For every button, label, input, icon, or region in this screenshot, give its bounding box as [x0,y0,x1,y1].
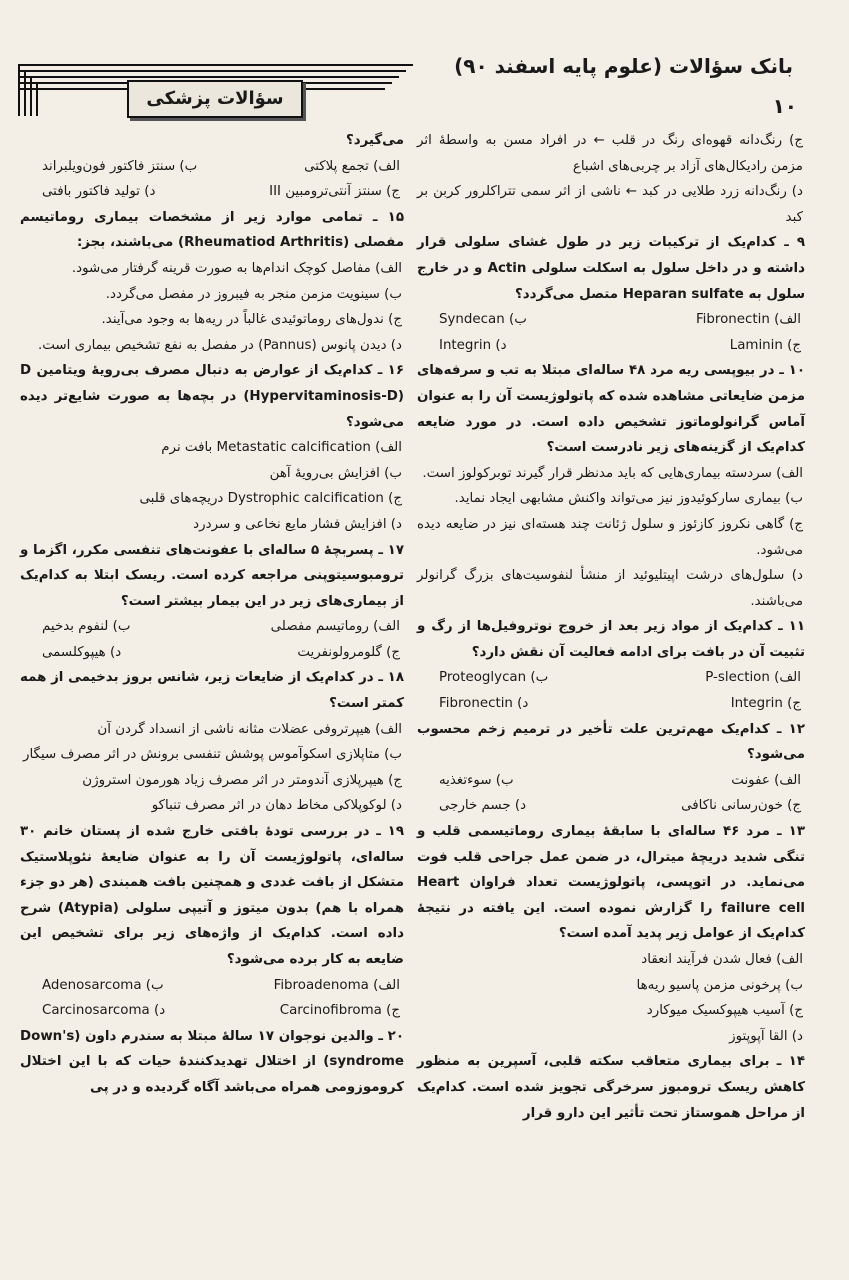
answer-option: د) رنگ‌دانه زرد طلایی در کبد ← ناشی از اثر سمی تتراکلرور کربن بر کبد [417,184,803,225]
answer-options-row [417,793,805,819]
question-text: ۱۹ ـ در بررسی تودهٔ بافتی خارج شده از پستان خانم ۳۰ ساله‌ای، پاتولوژیست آن را به عنوان ضایعهٔ نئوپلاستیک متشکل از بافت غددی و همچنین بافت همبندی (هر دو جزء همراه با هم) بدون میتوز و آتیپی سلولی (Atypia) شرح داده است. کدام‌یک از واژه‌های زیر برای تشخیص این ضایعه به کار برده می‌شود؟ [20,824,404,967]
answer-option: ب) سوء‌تغذیه [439,772,514,788]
answer-option: ب) لنفوم بدخیم [42,619,131,635]
answer-option: الف) سردسته بیماری‌هایی که باید مدنظر قرار گیرند توبرکولوز است. [422,465,803,481]
question-text: ۱۸ ـ در کدام‌یک از ضایعات زیر، شانس بروز بدخیمی از همه کمتر است؟ [20,670,404,712]
answer-option: الف) Fibronectin [695,312,801,328]
book-title: بانک سؤالات (علوم پایه اسفند ۹۰) [454,54,793,78]
answer-options-row [20,973,404,999]
answer-option: د) افزایش فشار مایع نخاعی و سردرد [193,516,402,532]
answer-option: ج) Dystrophic calcification دریچه‌های قلبی [139,491,402,507]
answer-option: د) Carcinosarcoma [42,1003,166,1019]
answer-option: ب) افزایش بی‌رویهٔ آهن [269,465,402,481]
answer-option: د) Fibronectin [439,696,529,712]
answer-option: ج) گاهی نکروز کازئوز و سلول ژئانت چند هسته‌ای نیز در ضایعه دیده می‌شود. [417,516,803,558]
answer-option: د) هیپوکلسمی [42,644,122,660]
answer-option: د) تولید فاکتور بافتی [42,184,156,200]
question-text: می‌گیرد؟ [345,133,404,148]
answer-option: الف) فعال شدن فرآیند انعقاد [641,952,803,967]
answer-option: ج) Laminin [729,337,801,353]
answer-option: ب) سنتز فاکتور فون‌ویلبراند [42,158,198,174]
answer-option: د) جسم خارجی [439,798,527,814]
answer-option: الف) عفونت [731,772,801,788]
answer-option: ب) بیماری سارکوئیدوز نیز می‌تواند واکنش مشابهی ایجاد نماید. [454,491,803,507]
answer-options-row [417,691,805,717]
answer-option: ب) Adenosarcoma [42,977,164,993]
right-column [417,128,805,1126]
question-text: ۱۴ ـ برای بیماری متعاقب سکته قلبی، آسپرین به منظور کاهش ریسک ترومبوز سرخرگی تجویز شده است. کدام‌یک از مراحل هموستاز تحت تأثیر این دارو قرار [417,1054,805,1121]
question-text: ۱۷ ـ پسربچهٔ ۵ ساله‌ای با عفونت‌های تنفسی مکرر، اگزما و ترومبوسیتوپنی مراجعه کرده است. ریسک ابتلا به کدام‌یک از بیماری‌های زیر در این بیمار بیشتر است؟ [20,542,404,609]
section-title-box: سؤالات پزشکی [127,80,303,118]
question-text: ۲۰ ـ والدین نوجوان ۱۷ سالهٔ مبتلا به سندرم داون (Down's syndrome) از اختلال تهدیدکنندهٔ حیات که با این اختلال کروموزومی همراه می‌باشد آگاه گردیده و در پی [20,1028,404,1095]
answer-option: الف) روماتیسم مفصلی [270,619,400,635]
answer-options-row [20,154,404,180]
answer-option: ج) ندول‌های روماتوئیدی غالباً در ریه‌ها به وجود می‌آیند. [101,312,402,328]
answer-option: الف) مفاصل کوچک اندام‌ها به صورت قرینه گرفتار می‌شود. [71,260,402,276]
answer-option: ج) رنگ‌دانه قهوه‌ای رنگ در قلب ← در افراد مسن به واسطهٔ اثر مزمن رادیکال‌های آزاد بر چربی‌های اشباع [417,133,803,174]
answer-option: ب) متاپلازی اسکوآموس پوشش تنفسی برونش در اثر مصرف سیگار [23,747,402,763]
answer-options-row [417,665,805,691]
question-text: ۱۳ ـ مرد ۴۶ ساله‌ای با سابقهٔ بیماری روماتیسمی قلب و تنگی شدید دریچهٔ میترال، در ضمن عمل جراحی قلب فوت می‌نماید. در اتوپسی، پاتولوژیست تعداد فراوان Heart failure cell را گزارش نموده است. این یافته در نتیجهٔ کدام‌یک از عوامل زیر پدید آمده است؟ [417,824,806,942]
answer-options-row [417,768,805,794]
answer-option: د) دیدن پانوس (Pannus) در مفصل به نفع تشخیص بیماری است. [38,337,402,353]
answer-option: ب) سینویت مزمن منجر به فیبروز در مفصل می‌گردد. [105,286,402,302]
answer-option: ب) Syndecan [439,312,527,328]
answer-option: ب) پرخونی مزمن پاسیو ریه‌ها [636,977,803,993]
answer-options-row [20,614,404,640]
answer-option: الف) Metastatic calcification بافت نرم [161,440,402,456]
answer-option: ج) خون‌رسانی ناکافی [681,798,801,814]
answer-options-row [417,307,805,333]
answer-option: ج) آسیب هیپوکسیک میوکارد [646,1003,803,1019]
question-text: ۱۲ ـ کدام‌یک مهم‌ترین علت تأخیر در ترمیم زخم محسوب می‌شود؟ [417,721,805,763]
answer-option: د) سلول‌های درشت اپیتلیوئید از منشأ لنفوسیت‌های بزرگ گرانولر می‌باشند. [417,568,803,609]
answer-options-row [20,640,404,666]
answer-option: الف) تجمع پلاکتی [304,158,400,174]
page-number: ۱۰ [772,94,797,118]
answer-option: الف) P-slection [705,670,801,686]
question-text: ۱۰ ـ در بیوپسی ریه مرد ۴۸ ساله‌ای مبتلا به تب و سرفه‌های مزمن ضایعاتی مشاهده شده که پاتولوژیست آن را به عنوان آماس گرانولوماتوز تشخیص داده است. در مورد ضایعه کدام‌یک از گزینه‌های زیر نادرست است؟ [417,363,805,456]
answer-option: ج) گلومرولونفریت [297,644,400,660]
answer-options-row [20,179,404,205]
question-text: ۱۶ ـ کدام‌یک از عوارض به دنبال مصرف بی‌رویهٔ ویتامین D (Hypervitaminosis-D) در بچه‌ها به صورت شایع‌تر دیده می‌شود؟ [20,363,404,430]
answer-options-row [417,333,805,359]
answer-option: ج) هیپرپلازی آندومتر در اثر مصرف زیاد هورمون استروژن [82,772,402,788]
question-text: ۱۱ ـ کدام‌یک از مواد زیر بعد از خروج نوتروفیل‌ها از رگ و تثبیت آن در بافت برای ادامه فعالیت آن نقش دارد؟ [417,619,805,660]
left-column [20,128,404,1101]
answer-option: ج) سنتز آنتی‌ترومبین III [269,184,400,200]
answer-option: الف) هیپرتروفی عضلات مثانه ناشی از انسداد گردن آن [97,721,402,737]
answer-option: د) القا آپوپتوز [729,1028,803,1044]
question-text: ۹ ـ کدام‌یک از ترکیبات زیر در طول غشای سلولی قرار داشته و در داخل سلول به اسکلت سلولی Actin و در خارج سلول به Heparan sulfate متصل می‌گردد؟ [417,235,805,302]
question-text: ۱۵ ـ تمامی موارد زیر از مشخصات بیماری روماتیسم مفصلی (Rheumatiod Arthritis) می‌باشند، بجز: [20,209,404,251]
answer-option: ج) Carcinofibroma [279,1003,400,1019]
answer-option: الف) Fibroadenoma [273,977,400,993]
answer-option: د) لوکوپلاکی مخاط دهان در اثر مصرف تنباکو [151,798,402,814]
answer-option: د) Integrin [439,337,507,353]
answer-option: ج) Integrin [730,696,801,712]
answer-option: ب) Proteoglycan [439,670,549,686]
answer-options-row [20,998,404,1024]
